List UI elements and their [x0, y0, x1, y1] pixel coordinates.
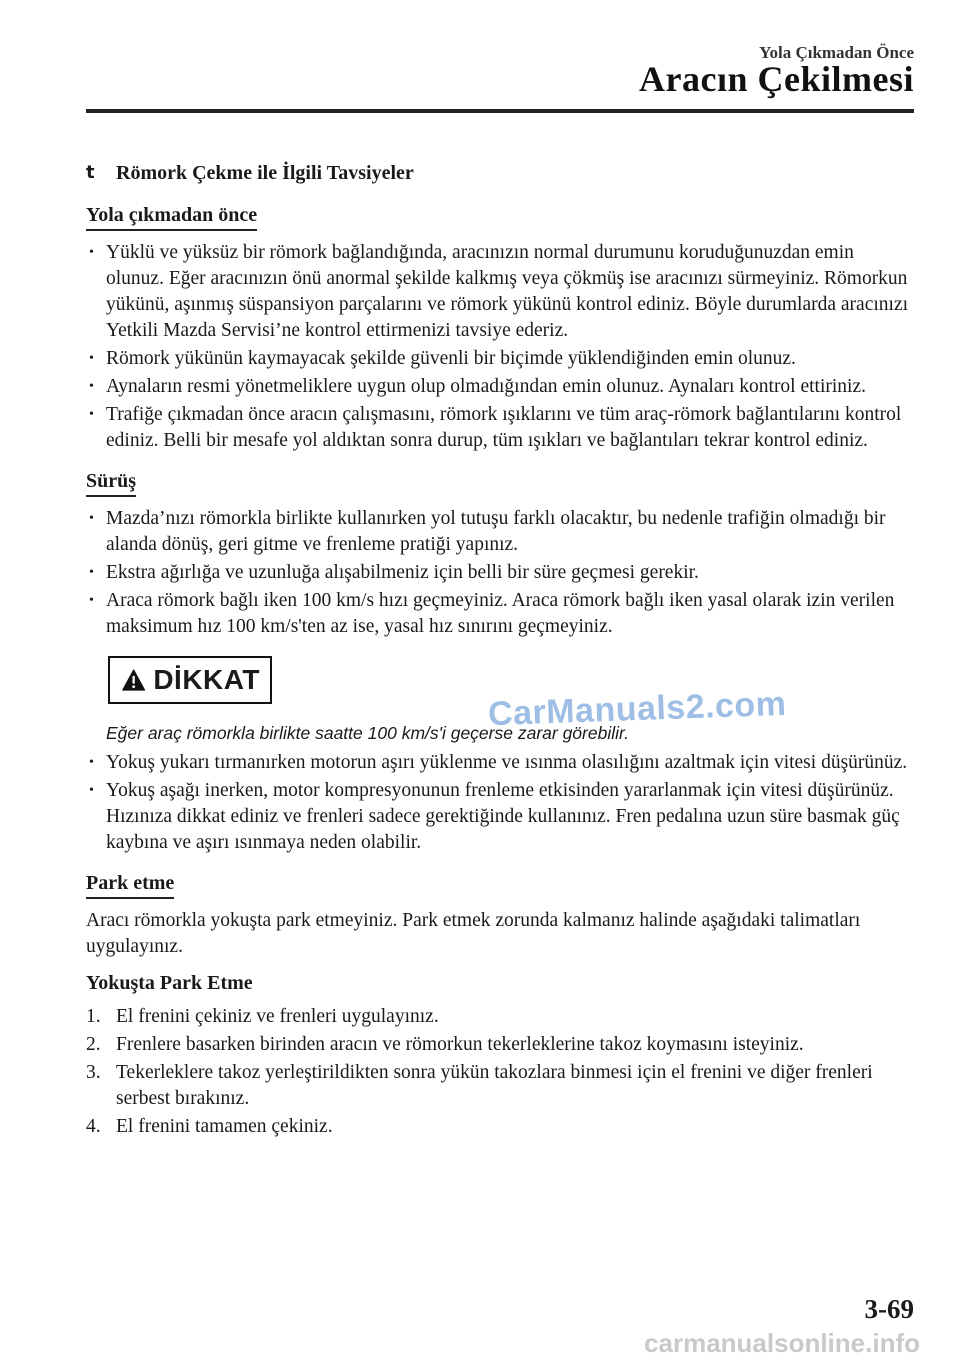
warning-box — [108, 656, 272, 704]
warning-triangle-icon — [122, 667, 145, 693]
bullet-icon: • — [89, 593, 94, 608]
bullet-icon: • — [89, 755, 94, 770]
bullet-icon: • — [89, 351, 94, 366]
driving-heading: Sürüş — [86, 468, 136, 497]
bullet-icon: • — [89, 245, 94, 260]
hill-parking-steps — [86, 1004, 914, 1140]
bullet-icon: • — [89, 379, 94, 394]
parking-heading: Park etme — [86, 870, 174, 899]
bullet-icon: • — [89, 565, 94, 580]
list-item: • Yokuş yukarı tırmanırken motorun aşırı yüklenme ve ısınma olasılığını azaltmak için vitesi düşürünüz. — [86, 750, 914, 776]
bullet-icon: • — [89, 511, 94, 526]
list-item: 1. El frenini çekiniz ve frenleri uygulayınız. — [86, 1006, 439, 1027]
page-content — [86, 160, 914, 1142]
warning-label: DİKKAT — [153, 664, 260, 695]
bullet-icon: • — [89, 783, 94, 798]
list-item: 4. El frenini tamamen çekiniz. — [86, 1116, 333, 1137]
list-item: 2. Frenlere basarken birinden aracın ve römorkun tekerleklerine takoz koymasını isteyiniz. — [86, 1034, 804, 1055]
header-subtitle: Yola Çıkmadan Önce — [759, 43, 914, 62]
parking-paragraph: Aracı römorkla yokuşta park etmeyiniz. Park etmek zorunda kalmanız halinde aşağıdaki talimatları uygulayınız. — [86, 910, 861, 957]
hill-parking-heading: Yokuşta Park Etme — [86, 972, 253, 994]
before-departure-heading: Yola çıkmadan önce — [86, 202, 257, 231]
driving-list — [86, 506, 914, 640]
section-title-text: Römork Çekme ile İlgili Tavsiyeler — [116, 162, 414, 184]
warning-text: Eğer araç römorkla birlikte saatte 100 km/s'i geçerse zarar görebilir. — [106, 723, 630, 743]
list-item: 3. Tekerleklere takoz yerleştirildikten sonra yükün takozlara binmesi için el frenini ve diğer frenleri serbest bırakınız. — [86, 1062, 873, 1109]
driving-list-continued — [86, 750, 914, 856]
bullet-icon: • — [89, 407, 94, 422]
list-item: • Trafiğe çıkmadan önce aracın çalışmasını, römork ışıklarını ve tüm araç-römork bağlantılarını kontrol ediniz. Belli bir mesafe yol aldıktan sonra durup, tüm ışıkları ve bağlantıları tekrar kontrol ediniz. — [89, 404, 902, 451]
list-item: • Ekstra ağırlığa ve uzunluğa alışabilmeniz için belli bir süre geçmesi gerekir. — [86, 560, 914, 586]
watermark-footer: carmanualsonline.info — [644, 1328, 920, 1358]
header-divider — [86, 109, 914, 113]
list-item: • Aynaların resmi yönetmeliklere uygun olup olmadığından emin olunuz. Aynaları kontrol ettiriniz. — [86, 374, 914, 400]
list-item: • Römork yükünün kaymayacak şekilde güvenli bir biçimde yüklendiğinden emin olunuz. — [86, 346, 914, 372]
watermark-overlay: CarManuals2.com — [487, 684, 788, 734]
list-item: • Yokuş aşağı inerken, motor kompresyonunun frenleme etkisinden yararlanmak için vitesi düşürünüz. Hızınıza dikkat ediniz ve frenleri sadece gerektiğinde kullanınız. Fren pedalına uzun süre basmak güç kaybına ve aşırı ısınmaya neden olabilir. — [89, 780, 900, 853]
section-title — [86, 160, 914, 186]
list-item: • Yüklü ve yüksüz bir römork bağlandığında, aracınızın normal durumunu koruduğunuzdan emin olunuz. Eğer aracınızın önü anormal şekilde kalkmış veya çökmüş ise aracınızı sürmeyiniz. Römorkun yükünü, aşınmış süspansiyon parçalarını ve römork yükünü kontrol ediniz. Böyle durumlarda aracınızı Yetkili Mazda Servisi’ne kontrol ettirmenizi tavsiye ederiz. — [89, 242, 909, 341]
list-item: • Araca römork bağlı iken 100 km/s hızı geçmeyiniz. Araca römork bağlı iken yasal olarak izin verilen maksimum hız 100 km/s'ten az ise, yasal hız sınırını geçmeyiniz. — [89, 590, 895, 637]
list-item: • Mazda’nızı römorkla birlikte kullanırken yol tutuşu farklı olacaktır, bu nedenle trafiğin olmadığı bir alanda dönüş, geri gitme ve frenleme pratiği yapınız. — [89, 508, 886, 555]
page-number: 3-69 — [864, 1294, 914, 1324]
section-marker-icon: t — [86, 162, 95, 183]
header-title: Aracın Çekilmesi — [639, 59, 914, 99]
before-departure-list — [86, 240, 914, 454]
